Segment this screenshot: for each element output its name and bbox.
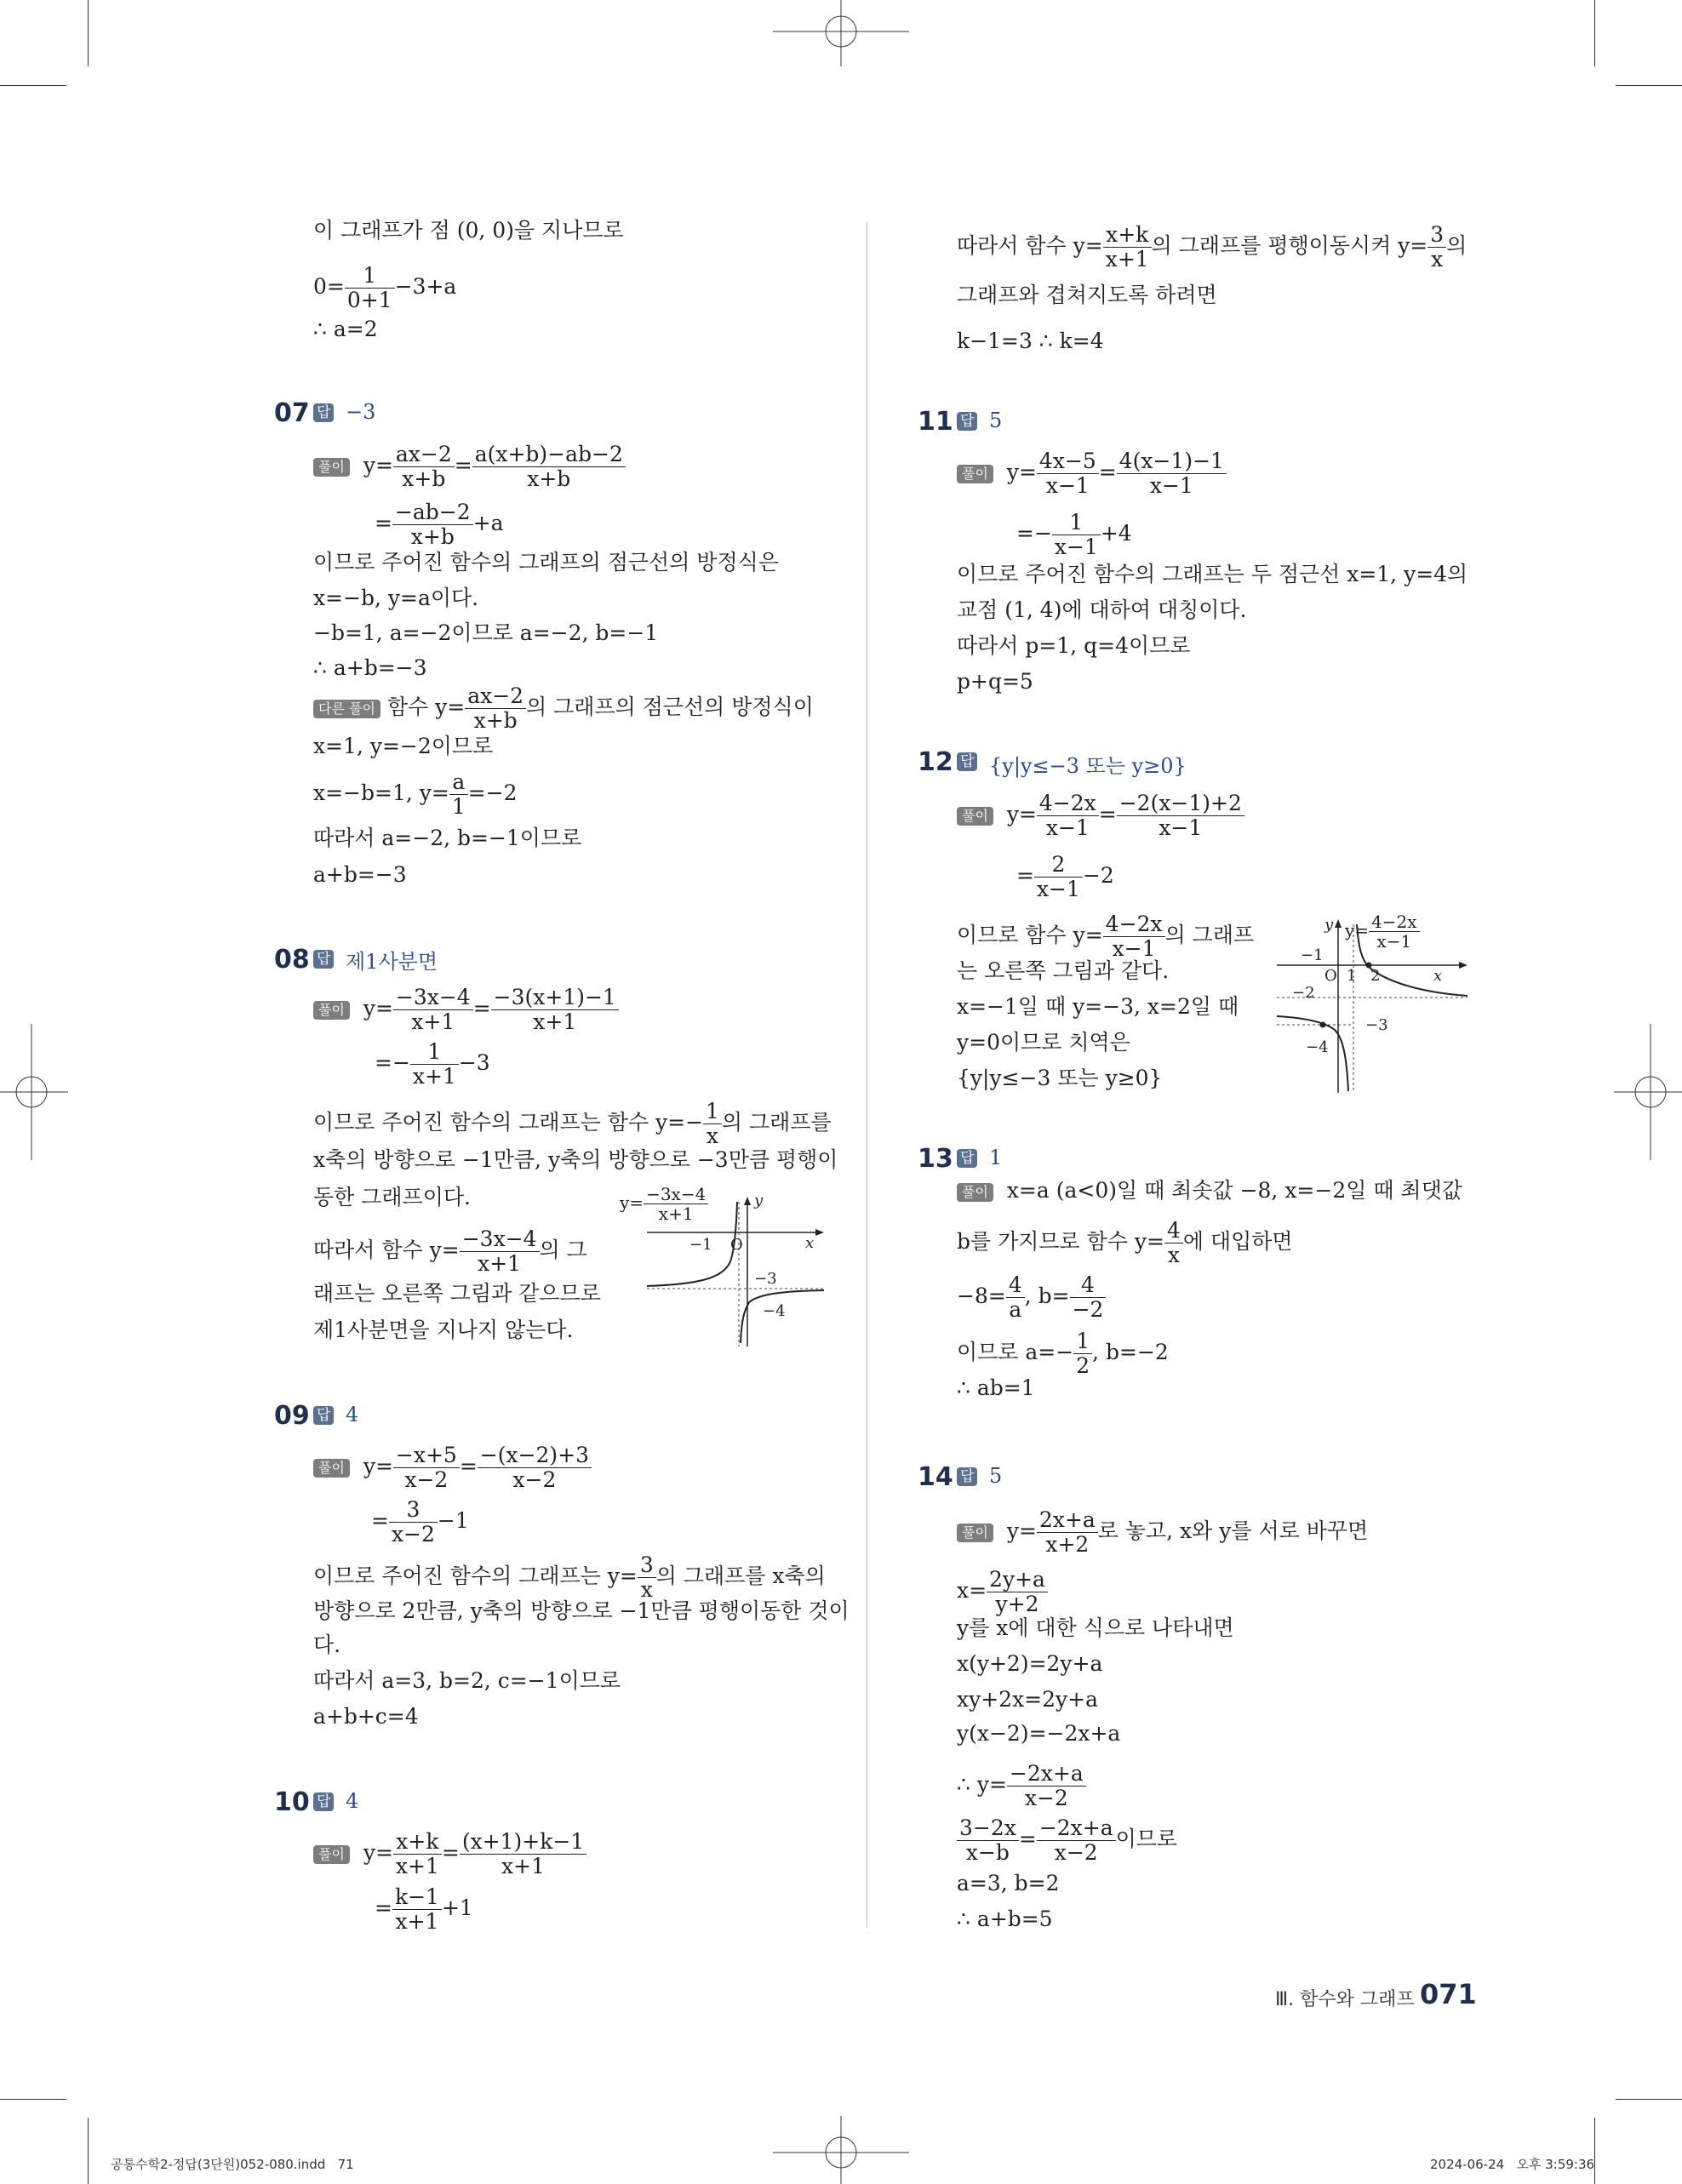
text-line: y=0이므로 치역은 [957,1030,1130,1055]
equation: 풀이 y= $\frac{4x-5}{x-1}$ = $\frac{4(x-1)-1}{x-1}$ [957,449,1227,498]
text-line: −b=1, a=−2이므로 a=−2, b=−1 [313,620,659,645]
text-line: 교점 (1, 4)에 대하여 대칭이다. [957,597,1247,622]
equation: 풀이 y= $\frac{-3x-4}{x+1}$ = $\frac{-3(x+1)-1}{x+1}$ [313,986,619,1034]
answer-badge: 답 [313,1792,334,1811]
point-m1-m3 [1320,1022,1326,1028]
text-line: 이므로 주어진 함수의 그래프는 함수 y=− $\frac{1}{x}$ 의 그래프를 [313,1099,832,1148]
problem-number: 07 [274,398,310,428]
alt-solution: 다른 풀이 함수 y= $\frac{ax-2}{x+b}$ 의 그래프의 점근선의 방정식이 [313,684,814,733]
timestamp: 2024-06-24 오후 3:59:36 [1430,2157,1595,2172]
text-line: p+q=5 [957,669,1033,694]
equation: ∴ a+b=5 [957,1907,1053,1931]
answer-badge: 답 [957,1467,977,1486]
text-line: 방향으로 2만큼, y축의 방향으로 −1만큼 평행이동한 것이 [313,1598,850,1623]
equation: ∴ a=2 [313,317,378,341]
tick-label: 1 [1347,967,1357,985]
answer-badge: 답 [313,950,334,969]
tick-label: −1 [1301,946,1324,964]
origin-label: O [730,1236,743,1254]
equation: x=−b=1, y= $\frac{a}{1}$ =−2 [313,769,518,819]
text-line: x=−b, y=a이다. [313,586,479,610]
equation: = $\frac{-ab-2}{x+b}$ +a [375,500,504,549]
text-line: 는 오른쪽 그림과 같다. [957,958,1170,983]
problem-number: 08 [274,945,310,975]
equation: y(x−2)=−2x+a [957,1721,1121,1746]
tick-label: 2 [1370,967,1381,985]
text-line: 따라서 p=1, q=4이므로 [957,633,1191,658]
text-line: x=−1일 때 y=−3, x=2일 때 [957,994,1239,1019]
answer-value: −3 [346,400,376,424]
answer-value: 제1사분면 [346,950,438,974]
equation: = $\frac{3}{x-2}$ −1 [371,1497,469,1547]
answer-value: 5 [989,1464,1003,1488]
text-line: 다. [313,1632,341,1657]
tick-label: −4 [763,1302,786,1320]
text-line: 따라서 a=3, b=2, c=−1이므로 [313,1668,621,1693]
x-axis-label: x [805,1234,815,1252]
equation: 이므로 a=− $\frac{1}{2}$ , b=−2 [957,1329,1169,1378]
graph-12 [1273,912,1469,1095]
x-axis-label: x [1433,967,1443,985]
equation: x(y+2)=2y+a [957,1651,1103,1676]
text-line: ∴ a+b=−3 [313,655,427,680]
text-line: 따라서 함수 y= $\frac{-3x-4}{x+1}$ 의 그 [313,1226,587,1276]
problem-number: 10 [274,1787,310,1817]
text-line: a+b=−3 [313,862,407,887]
text-line: 따라서 a=−2, b=−1이므로 [313,826,582,850]
answer-value: 4 [346,1403,359,1426]
origin-label: O [1324,967,1337,985]
solution-tag: 풀이 [957,807,993,826]
equation: = $\frac{2}{x-1}$ −2 [1016,852,1114,901]
equation: ∴ y= $\frac{-2x+a}{x-2}$ [957,1762,1086,1810]
tick-label: −4 [1306,1038,1329,1056]
tick-label: −2 [1292,984,1315,1002]
equation: ∴ ab=1 [957,1375,1035,1400]
registration-mark-left [0,1024,68,1160]
equation: a=3, b=2 [957,1871,1060,1895]
text-line: 풀이 x=a (a<0)일 때 최솟값 −8, x=−2일 때 최댓값 [957,1178,1462,1203]
answer-badge: 답 [957,752,977,771]
answer-value: 5 [989,409,1003,432]
solution-tag: 풀이 [313,1845,350,1864]
answer-value: 4 [346,1789,359,1813]
equation: =− $\frac{1}{x-1}$ +4 [1016,510,1132,559]
answer-badge: 답 [313,403,334,422]
text-line: 이 그래프가 점 (0, 0)을 지나므로 [313,218,624,243]
page-number: 071 [1420,1978,1477,2010]
solution-tag: 풀이 [313,458,350,477]
solution-tag: 풀이 [313,1001,350,1020]
y-axis-label: y [1324,916,1334,934]
file-name: 공통수학2-정답(3단원)052-080.indd 71 [111,2157,354,2172]
text-line: y를 x에 대한 식으로 나타내면 [957,1615,1234,1640]
graph-function-label: y= $\frac{4-2x}{x-1}$ [1345,912,1420,951]
solution-tag: 풀이 [957,1524,993,1542]
text-line: x축의 방향으로 −1만큼, y축의 방향으로 −3만큼 평행이 [313,1147,838,1172]
equation: = $\frac{k-1}{x+1}$ +1 [375,1884,473,1934]
answer-badge: 답 [313,1406,334,1425]
registration-mark-top [773,0,909,68]
tick-label: −3 [1365,1016,1388,1034]
text-line: x=1, y=−2이므로 [313,734,494,758]
text-line: 이므로 주어진 함수의 그래프는 두 점근선 x=1, y=4의 [957,562,1468,586]
equation: =− $\frac{1}{x+1}$ −3 [375,1039,490,1089]
equation: −8= $\frac{4}{a}$ , b= $\frac{4}{-2}$ [957,1273,1106,1322]
problem-number: 09 [274,1401,310,1431]
answer-badge: 답 [957,1149,977,1168]
text-line: a+b+c=4 [313,1704,419,1729]
alt-solution-tag: 다른 풀이 [313,700,380,718]
text-line: 그래프와 겹쳐지도록 하려면 [957,283,1217,307]
answer-value: {y|y≤−3 또는 y≥0} [989,754,1187,778]
equation: x= $\frac{2y+a}{y+2}$ [957,1568,1048,1616]
text-line: 이므로 주어진 함수의 그래프의 점근선의 방정식은 [313,550,779,575]
solution-tag: 풀이 [957,1183,993,1202]
text-line: {y|y≤−3 또는 y≥0} [957,1066,1163,1090]
graph-08 [613,1185,826,1348]
problem-number: 14 [918,1462,953,1492]
section-label: Ⅲ. 함수와 그래프 [1275,1989,1415,2010]
text-line: 동한 그래프이다. [313,1185,471,1209]
graph-function-label: y= $\frac{-3x-4}{x+1}$ [620,1185,708,1223]
equation: 풀이 y= $\frac{x+k}{x+1}$ = $\frac{(x+1)+k-1}{x+1}$ [313,1830,586,1878]
equation: xy+2x=2y+a [957,1687,1099,1712]
registration-mark-right [1614,1024,1682,1160]
registration-mark-bottom [773,2116,909,2184]
text-line: 따라서 함수 y= $\frac{x+k}{x+1}$ 의 그래프를 평행이동시켜 y= $\frac{3}{x}$ 의 [957,222,1467,272]
equation: 0= $\frac{1}{0+1}$ −3+a [313,263,457,312]
text-line: k−1=3 ∴ k=4 [957,329,1104,353]
tick-label: −3 [754,1270,777,1288]
equation: $\frac{3-2x}{x-b}$ = $\frac{-2x+a}{x-2}$ 이므로 [957,1816,1177,1865]
solution-tag: 풀이 [957,465,993,483]
equation: 풀이 y= $\frac{ax-2}{x+b}$ = $\frac{a(x+b)-ab-2}{x+b}$ [313,443,626,491]
text-line: 이므로 함수 y= $\frac{4-2x}{x-1}$ 의 그래프 [957,912,1255,961]
problem-number: 13 [918,1144,953,1174]
text-line: 제1사분면을 지나지 않는다. [313,1318,574,1342]
answer-value: 1 [989,1146,1003,1169]
equation: 풀이 y= $\frac{2x+a}{x+2}$ 로 놓고, x와 y를 서로 바꾸면 [957,1508,1368,1557]
solution-tag: 풀이 [313,1459,350,1478]
answer-badge: 답 [957,412,977,431]
text-line: 래프는 오른쪽 그림과 같으므로 [313,1281,601,1306]
problem-number: 12 [918,747,953,777]
tick-label: −1 [689,1236,712,1254]
y-axis-label: y [754,1192,764,1209]
equation: 풀이 y= $\frac{-x+5}{x-2}$ = $\frac{-(x-2)+3}{x-2}$ [313,1444,592,1492]
problem-number: 11 [918,407,953,437]
text-line: 이므로 주어진 함수의 그래프는 y= $\frac{3}{x}$ 의 그래프를 x축의 [313,1552,826,1602]
text-line: b를 가지므로 함수 y= $\frac{4}{x}$ 에 대입하면 [957,1218,1293,1267]
equation: 풀이 y= $\frac{4-2x}{x-1}$ = $\frac{-2(x-1)+2}{x-1}$ [957,792,1244,840]
